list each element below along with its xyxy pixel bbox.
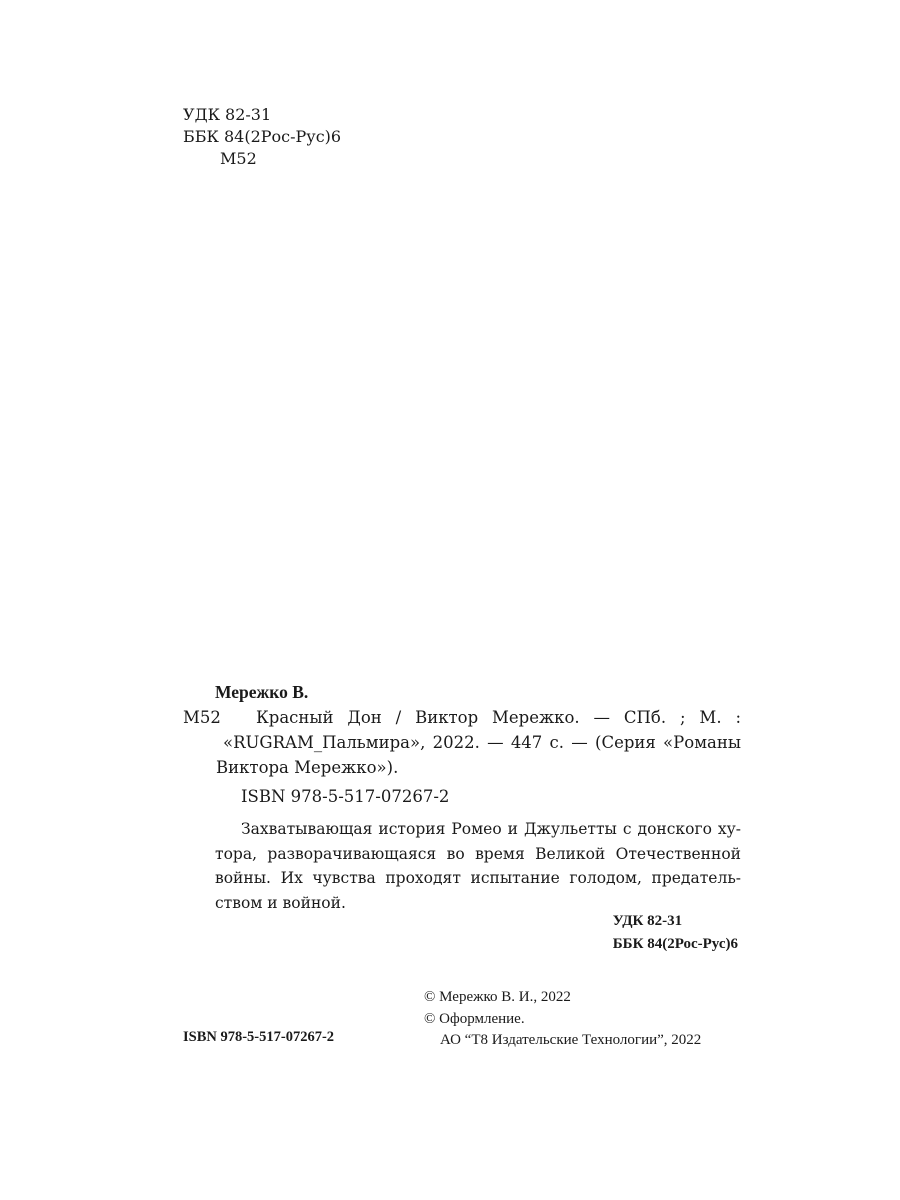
copyright-publisher: АО “Т8 Издательские Технологии”, 2022 (440, 1032, 702, 1048)
top-author-mark: М52 (220, 149, 257, 168)
entry-abstract (183, 817, 741, 915)
description-line-1: Красный Дон / Виктор Мережко. — СПб. ; М. : (256, 708, 741, 727)
copyright-design: © Оформление. (424, 1010, 525, 1027)
entry-author: Мережко В. (215, 682, 309, 702)
copyright-block (424, 987, 701, 1052)
bibliographic-entry (183, 680, 741, 915)
top-bbk: ББК 84(2Рос-Рус)6 (183, 127, 342, 146)
entry-isbn: ISBN 978-5-517-07267-2 (241, 787, 450, 806)
abstract-line-1: Захватывающая история Ромео и Джульетты с донского ху- (241, 820, 741, 838)
copyright-author: © Мережко В. И., 2022 (424, 989, 571, 1005)
entry-description (183, 705, 741, 780)
top-classification-block (183, 104, 341, 170)
abstract-line-2: тора, разворачивающаяся во время Великой Отечественной (215, 844, 741, 863)
abstract-line-3: войны. Их чувства проходят испытание голодом, предатель- (215, 869, 741, 887)
entry-code: М52 (183, 708, 221, 727)
abstract-line-4: ством и войной. (215, 893, 346, 912)
bottom-udk: УДК 82-31 (612, 913, 683, 929)
top-udk: УДК 82-31 (183, 105, 272, 124)
description-line-3: Виктора Мережко»). (216, 758, 399, 777)
description-line-2: «RUGRAM_Пальмира», 2022. — 447 с. — (Серия «Романы (223, 733, 741, 752)
isbn-bottom: ISBN 978-5-517-07267-2 (183, 1029, 335, 1045)
bottom-bbk: ББК 84(2Рос-Рус)6 (612, 936, 738, 952)
bottom-classification-block (613, 910, 738, 956)
